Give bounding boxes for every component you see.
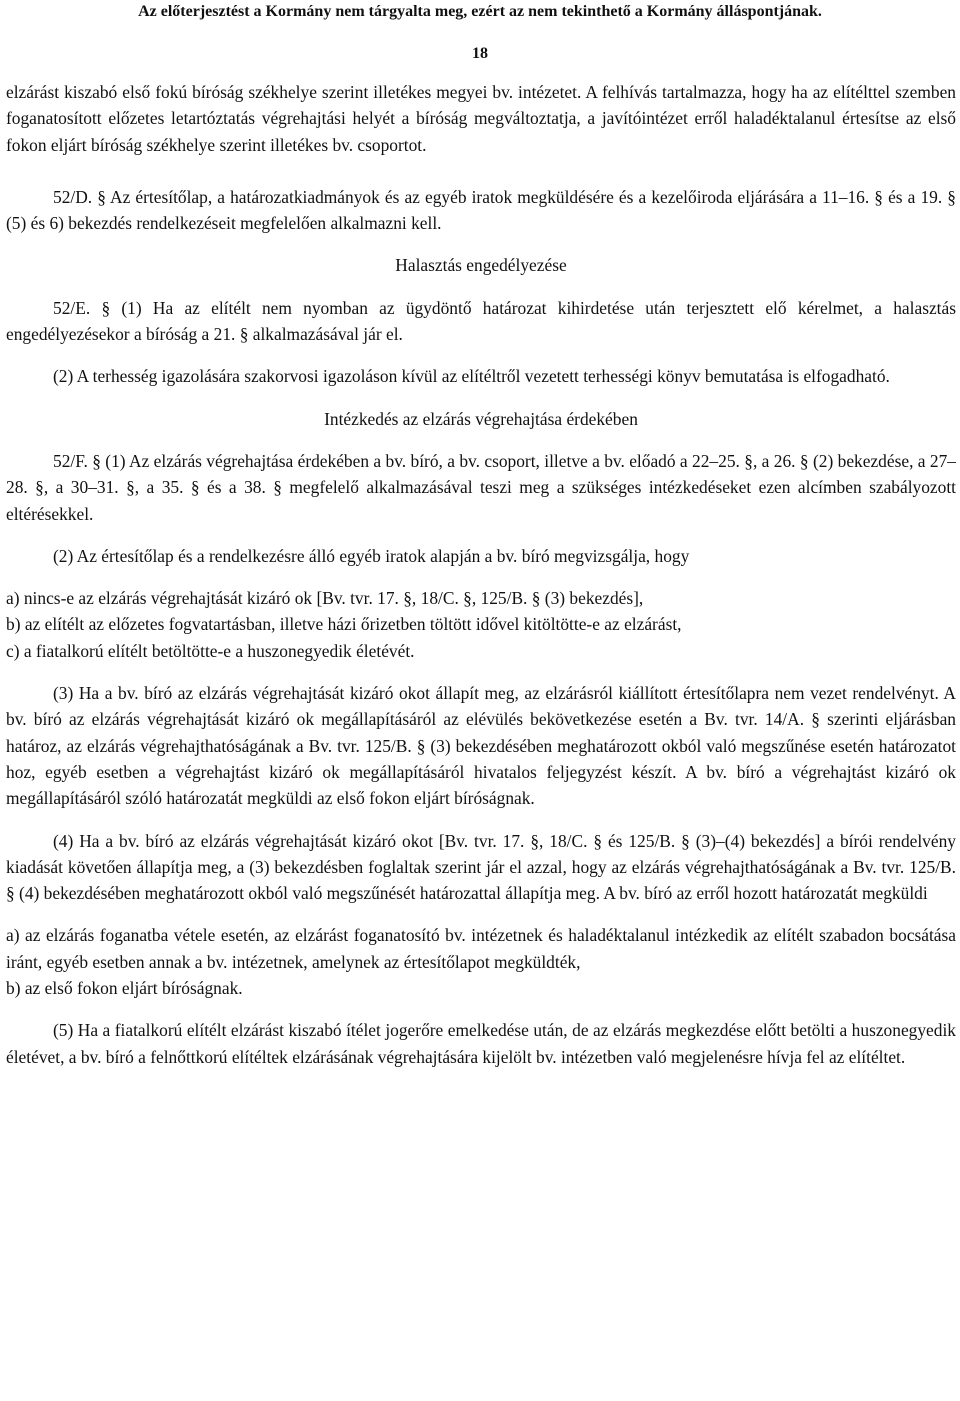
paragraph-52f-2: (2) Az értesítőlap és a rendelkezésre álló egyéb iratok alapján a bv. bíró megvizsgálja, hogy (53, 545, 690, 566)
document-body (6, 79, 956, 1070)
section-title-halasztas: Halasztás engedélyezése (395, 255, 567, 276)
paragraph-52e-2: (2) A terhesség igazolására szakorvosi igazoláson kívül az elítéltről vezetett terhességi könyv bemutatása is elfogadható. (53, 366, 890, 387)
list-item-b: b) az elítélt az előzetes fogvatartásban, illetve házi őrizetben töltött idővel kitöltötte-e az elzárást, (6, 614, 682, 635)
paragraph-intro: elzárást kiszabó első fokú bíróság székhelye szerint illetékes megyei bv. intézetet. A felhívás tartalmazza, hogy ha az elítélttel szemben foganatosított előzetes letartóztatás végrehajtási helyét a bíróság megváltoztatja, a javítóintézet erről haladéktalanul értesítse az első fokon eljárt bíróság székhelye szerint illetékes bv. csoportot. (6, 82, 956, 155)
section-title-intezkedes: Intézkedés az elzárás végrehajtása érdekében (324, 408, 638, 429)
list-item-a: a) nincs-e az elzárás végrehajtását kizáró ok [Bv. tvr. 17. §, 18/C. §, 125/B. § (3) bekezdés], (6, 588, 644, 609)
paragraph-52e-1: 52/E. § (1) Ha az elítélt nem nyomban az ügydöntő határozat kihirdetése után terjesztett elő kérelmet, a halasztás engedélyezésekor a bíróság a 21. § alkalmazásával jár el. (6, 297, 956, 345)
page-number: 18 (472, 45, 488, 62)
list-item-4b: b) az első fokon eljárt bíróságnak. (6, 978, 243, 999)
list-item-4a: a) az elzárás foganatba vétele esetén, az elzárást foganatosító bv. intézetnek és haladéktalanul intézkedik az elítélt szabadon bocsátása iránt, egyéb esetben annak a bv. intézetnek, amelynek az értesítőlapot megküldték, (6, 925, 956, 972)
paragraph-52f-3: (3) Ha a bv. bíró az elzárás végrehajtását kizáró okot állapít meg, az elzárásról kiállított értesítőlapra nem vezet rendelvényt. A bv. bíró az elzárás végrehajtását kizáró ok megállapításáról az elévülés bekövetkezése esetén a Bv. tvr. 14/A. § szerinti eljárásban határoz, az elzárás végrehajthatóságának a Bv. tvr. 125/B. § (3) bekezdésében meghatározott okból való megszűnése esetén határozatot hoz, egyéb esetben a végrehajtást kizáró ok megállapításáról hivatalos feljegyzést készít. A bv. bíró a végrehajtást kizáró ok megállapításáról szóló határozatát megküldi az első fokon eljárt bíróságnak. (6, 683, 956, 809)
paragraph-52d: 52/D. § Az értesítőlap, a határozatkiadmányok és az egyéb iratok megküldésére és a kezelőiroda eljárására a 11–16. § és a 19. § (5) és 6) bekezdés rendelkezéseit megfelelően alkalmazni kell. (6, 186, 956, 234)
paragraph-52f-5: (5) Ha a fiatalkorú elítélt elzárást kiszabó ítélet jogerőre emelkedése után, de az elzárás megkezdése előtt betölti a huszonegyedik életévet, a bv. bíró a felnőttkorú elítéltek elzárásának végrehajtására kijelölt bv. intézetben való megjelenésre hívja fel az elítéltet. (6, 1020, 956, 1067)
list-item-c: c) a fiatalkorú elítélt betöltötte-e a huszonegyedik életévét. (6, 640, 415, 661)
header-notice: Az előterjesztést a Kormány nem tárgyalta meg, ezért az nem tekinthető a Kormány álláspontjának. (138, 3, 822, 20)
paragraph-52f-4: (4) Ha a bv. bíró az elzárás végrehajtását kizáró okot [Bv. tvr. 17. §, 18/C. § és 125/B. § (3)–(4) bekezdés] a bírói rendelvény kiadását követően állapítja meg, a (3) bekezdésben foglaltak szerint jár el azzal, hogy az elzárás végrehajthatóságának a Bv. tvr. 125/B. § (4) bekezdésében meghatározott okból való megszűnését határozattal állapítja meg. A bv. bíró az erről hozott határozatát megküldi (6, 830, 956, 904)
paragraph-52f-1: 52/F. § (1) Az elzárás végrehajtása érdekében a bv. bíró, a bv. csoport, illetve a bv. előadó a 22–25. §, a 26. § (2) bekezdése, a 27–28. §, a 30–31. §, a 35. § és a 38. § megfelelő alkalmazásával teszi meg a szükséges intézkedéseket ezen alcímben szabályozott eltérésekkel. (6, 450, 956, 524)
